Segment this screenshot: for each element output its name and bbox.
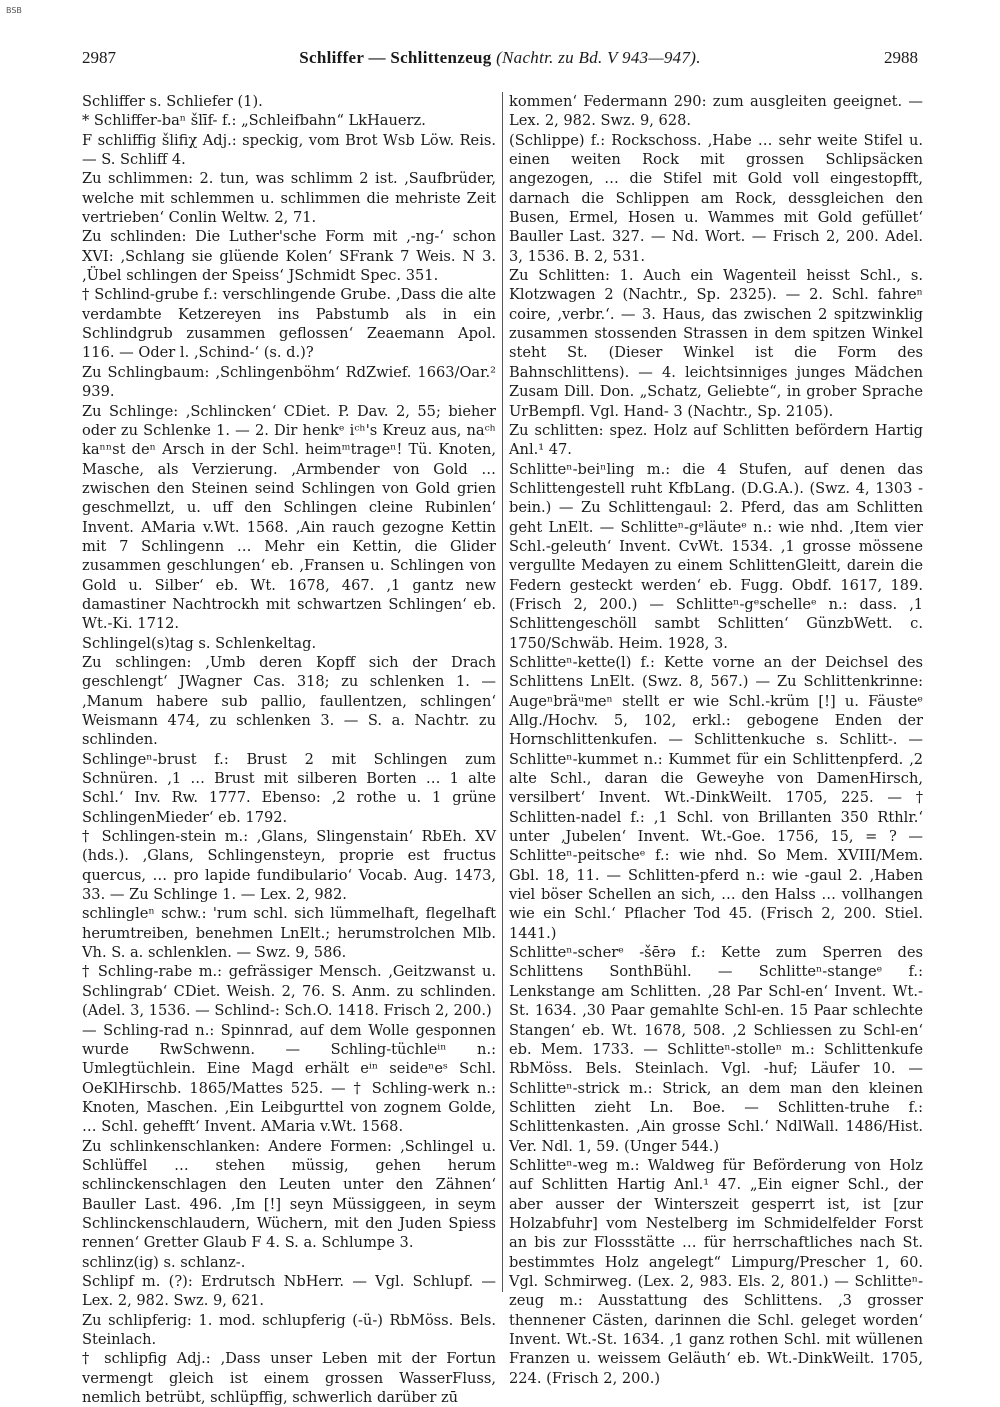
dictionary-entry: Schlingel(s)tag s. Schlenkeltag. <box>82 634 317 652</box>
dictionary-entry: Schlitteⁿ-kette(l) f.: Kette vorne an der Deichsel des Schlittens LnElt. (Swz. 8, 567.) — Zu Schlittenkrinne: Augeⁿbräᵘmeⁿ stellt er wie Schl.-krüm [!] u. Fäusteᵉ Allg./Hochv. 5, 102, erkl.: gebogene Enden der Hornschlittenkufen. — Schlittenkuche s. Schlitt-. — Schlitteⁿ-kummet n.: Kummet für ein Schlittenpferd. ‚2 alte Schl., daran die Geweyhe von DamenHirsch, versilbert‘ Invent. Wt.-DinkWeilt. 1705, 225. — † Schlitten-nadel f.: ‚1 Schl. von Brillanten 350 Rthlr.‘ unter ‚Jubelen‘ Invent. Wt.-Goe. 1756, 15, = ? — Schlitteⁿ-peitscheᵉ f.: wie nhd. So Mem. XVIII/Mem. Gbl. 18, 11. — Schlitten-pferd n.: wie -gaul 2. ‚Haben viel böser Schellen an sich, … den Halss … vollhangen wie ein Schl.‘ Pflacher Tod 45. (Frisch 2, 200. Stiel. 1441.) <box>509 653 923 942</box>
dictionary-entry: Zu schlinden: Die Luther'sche Form mit ‚-ng-‘ schon XVI: ‚Schlang sie glüende Kolen‘ SFrank 7 Weis. N 3. ‚Übel schlingen der Speiss‘ JSchmidt Spec. 351. <box>82 228 496 285</box>
dictionary-entry: † Schling-rabe m.: gefrässiger Mensch. ‚Geitzwanst u. Schlingrab‘ CDiet. Weish. 2, 76. S. Anm. zu schlinden. (Adel. 3, 1536. — Schlind-: Sch.O. 1418. Frisch 2, 200.) <box>82 963 496 1020</box>
dictionary-entry: Zu schlipferig: 1. mod. schlupferig (-ü-) RbMöss. Bels. Steinlach. <box>82 1311 496 1348</box>
dictionary-entry: — Schling-rad n.: Spinnrad, auf dem Wolle gesponnen wurde RwSchwenn. — Schling-tüchleⁱⁿ n.: Umlegtüchlein. Eine Magd erhält eⁱⁿ seideⁿeˢ Schl. OeKlHirschb. 1865/Mattes 525. — † Schling-werk n.: Knoten, Maschen. ‚Ein Leibgurttel von zognem Golde, … Schl. gehefft‘ Invent. AMaria v.Wt. 1568. <box>82 1021 496 1136</box>
dictionary-entry: (Schlippe) f.: Rockschoss. ‚Habe … sehr weite Stifel u. einen weiten Rock mit grossen Schlipsäcken angezogen, … die Stifel mit Gold voll eingestopfft, darnach die Schlippen am Rock, dessgleichen den Busen, Ermel, Hosen u. Wammes mit Gold gefüllet‘ Bauller Last. 327. — Nd. Wort. — Frisch 2, 200. Adel. 3, 1536. B. 2, 531. <box>509 131 923 265</box>
dictionary-entry: Zu schlingen: ‚Umb deren Kopff sich der Drach geschlengt‘ JWagner Cas. 318; zu schlenken 1. — ‚Manum habere sub pallio, faullentzen, schlingen‘ Weismann 474, zu schlenken 3. — S. a. Nachtr. zu schlinden. <box>82 653 496 749</box>
dictionary-entry: Zu schlimmen: 2. tun, was schlimm 2 ist. ‚Saufbrüder, welche mit schlemmen u. schlimmen die mehriste Zeit vertrieben‘ Conlin Weltw. 2, 71. <box>82 170 496 227</box>
dictionary-entry: Schlingeⁿ-brust f.: Brust 2 mit Schlingen zum Schnüren. ‚1 … Brust mit silberen Borten … 1 alte Schl.‘ Inv. Rw. 1777. Ebenso: ‚2 rothe u. 1 grüne SchlingenMieder‘ eb. 1792. <box>82 750 496 826</box>
running-header <box>82 48 918 78</box>
dictionary-entry: † Schlind-grube f.: verschlingende Grube. ‚Dass die alte verdambte Ketzereyen ins Pabstumb als in ein Schlindgrub zusammen geflossen‘ Zeaemann Apol. 116. — Oder l. ‚Schind-‘ (s. d.)? <box>82 286 496 362</box>
header-headwords: Schliffer — Schlittenzeug <box>299 48 492 67</box>
dictionary-entry: Zu schlinkenschlanken: Andere Formen: ‚Schlingel u. Schlüffel … stehen müssig, gehen herum schlinckenschlagen den Leuten unter den Zähnen‘ Bauller Last. 496. ‚Im [!] seyn Müssiggeen, in seym Schlinckenschlaudern, Wüchern, mit den Juden Spiess rennen‘ Gretter Glaub F 4. S. a. Schlumpe 3. <box>82 1137 496 1252</box>
dictionary-entry: Schlipf m. (?): Erdrutsch NbHerr. — Vgl. Schlupf. — Lex. 2, 982. Swz. 9, 621. <box>82 1272 496 1310</box>
header-title <box>82 48 918 68</box>
dictionary-entry: † schlipfig Adj.: ‚Dass unser Leben mit der Fortun vermengt gleich ist einem grossen WasserFluss, nemlich betrübt, schlüpffig, schwerlich darüber zū <box>82 1350 496 1407</box>
dictionary-entry: schlingleⁿ schw.: 'rum schl. sich lümmelhaft, flegelhaft herumtreiben, benehmen LnElt.; herumstrolchen Mlb. Vh. S. a. schlenklen. — Swz. 9, 586. <box>82 905 496 962</box>
dictionary-entry: Zu Schlitten: 1. Auch ein Wagenteil heisst Schl., s. Klotzwagen 2 (Nachtr., Sp. 2325). — 2. Schl. fahreⁿ coire, ‚verbr.‘. — 3. Haus, das zwischen 2 spitzwinklig zusammen stossenden Strassen in dem spitzen Winkel steht St. (Dieser Winkel ist die Form des Bahnschlittens). — 4. leichtsinniges junges Mädchen Zusam Dill. Don. „Schatz, Geliebte“, in grober Sprache UrBempfl. Vgl. Hand- 3 (Nachtr., Sp. 2105). <box>509 267 923 420</box>
dictionary-entry: Schlitteⁿ-weg m.: Waldweg für Beförderung von Holz auf Schlitten Hartig Anl.¹ 47. „Ein eigner Schl., der aber ausser der Winterszeit gesperrt ist, ist [zur Holzabfuhr] vom Nestelberg im Schmidelfelder Forst an bis zur Flossstätte … für herrschaftliches nach St. bestimmtes Holz angelegt“ Limpurg/Prescher 1, 60. Vgl. Schmirweg. (Lex. 2, 983. Els. 2, 801.) — Schlitteⁿ-zeug m.: Ausstattung des Schlittens. ‚3 grosser thennener Cästen, darinnen die Schl. geleget worden‘ Invent. Wt.-St. 1634. ‚1 ganz rothen Schl. mit wüllenen Franzen u. weissem Geläuth‘ eb. Wt.-DinkWeilt. 1705, 224. (Frisch 2, 200.) <box>509 1156 923 1387</box>
dictionary-entry: Zu Schlinge: ‚Schlincken‘ CDiet. P. Dav. 2, 55; bieher oder zu Schlenke 1. — 2. Dir henkᵉ iᶜʰ's Kreuz aus, naᶜʰ kaⁿⁿst deⁿ Arsch in der Schl. heimᵐtrageⁿ! Tü. Knoten, Masche, als Verzierung. ‚Armbender von Gold … zwischen den Steinen seind Schlingen von Gold grien geschmellzt, u. uff den Schlingen cleine Rubinlen‘ Invent. AMaria v.Wt. 1568. ‚Ain rauch gezogne Kettin mit 7 Schlingenn … Mehr ein Kettin, die Glider zusammen geschlungen‘ eb. ‚Fransen u. Schlingen von Gold u. Silber‘ eb. Wt. 1678, 467. ‚1 gantz new damastiner Nachtrockh mit schwartzen Schlingen‘ eb. Wt.-Ki. 1712. <box>82 402 496 633</box>
dictionary-entry: Schlitteⁿ-scherᵉ -šērə f.: Kette zum Sperren des Schlittens SonthBühl. — Schlitteⁿ-stangeᵉ f.: Lenkstange am Schlitten. ‚28 Par Schl-en‘ Invent. Wt.-St. 1634. ‚30 Paar gemahlte Schl-en. 15 Paar schlechte Stangen‘ eb. Wt. 1678, 508. ‚2 Schliessen zu Schl-en‘ eb. Mem. 1733. — Schlitteⁿ-stolleⁿ m.: Schlittenkufe RbMöss. Bels. Steinlach. Vgl. -huf; Läufer 10. — Schlitteⁿ-strick m.: Strick, an dem man den kleinen Schlitten zieht Ln. Boe. — Schlitten-truhe f.: Schlittenkasten. ‚Ain grosse Schl.‘ NdlWall. 1486/Hist. Ver. Ndl. 1, 59. (Unger 544.) <box>509 944 923 1155</box>
left-column <box>82 92 496 1407</box>
dictionary-entry: Zu schlitten: spez. Holz auf Schlitten befördern Hartig Anl.¹ 47. <box>509 421 923 459</box>
right-column <box>509 92 923 1387</box>
library-stamp: BSB <box>6 6 22 15</box>
dictionary-entry: schlinz(ig) s. schlanz-. <box>82 1253 246 1271</box>
page-number-right: 2988 <box>884 48 918 67</box>
dictionary-entry: Schlitteⁿ-beiⁿling m.: die 4 Stufen, auf denen das Schlittengestell ruht KfbLang. (D.G.A.). (Swz. 4, 1303 -bein.) — Zu Schlittengaul: 2. Pferd, das am Schlitten geht LnElt. — Schlitteⁿ-gᵉläuteᵉ n.: wie nhd. ‚Item vier Schl.-geleuth‘ Invent. CvWt. 1534. ‚1 grosse mössene vergullte Medayen zu einem SchlittenGleitt, darein die Federn gesteckt werden‘ eb. Fugg. Obdf. 1617, 189. (Frisch 2, 200.) — Schlitteⁿ-gᵉschelleᵉ n.: dass. ‚1 Schlittengeschöll sambt Schlitten‘ GünzbWett. c. 1750/Schwäb. Heim. 1928, 3. <box>509 460 923 652</box>
page-number-left: 2987 <box>82 48 116 67</box>
dictionary-entry: * Schliffer-baⁿ šlīf- f.: „Schleifbahn“ LkHauerz. <box>82 112 426 130</box>
dictionary-entry: Zu Schlingbaum: ‚Schlingenböhm‘ RdZwief. 1663/Oar.² 939. <box>82 363 496 401</box>
dictionary-entry: † Schlingen-stein m.: ‚Glans, Slingenstain‘ RbEh. XV (hds.). ‚Glans, Schlingensteyn, proprie est fructus quercus, … pro lapide fundibulario‘ Vocab. Aug. 1473, 33. — Zu Schlinge 1. — Lex. 2, 982. <box>82 828 496 904</box>
dictionary-entry: kommen‘ Federmann 290: zum ausgleiten geeignet. — Lex. 2, 982. Swz. 9, 628. <box>509 93 923 130</box>
column-divider <box>502 92 503 1292</box>
dictionary-entry: Schliffer s. Schliefer (1). <box>82 93 263 110</box>
header-supplement-note: (Nachtr. zu Bd. V 943—947). <box>496 48 701 67</box>
dictionary-entry: F schliffig šlifiχ Adj.: speckig, vom Brot Wsb Löw. Reis. — S. Schliff 4. <box>82 131 496 169</box>
